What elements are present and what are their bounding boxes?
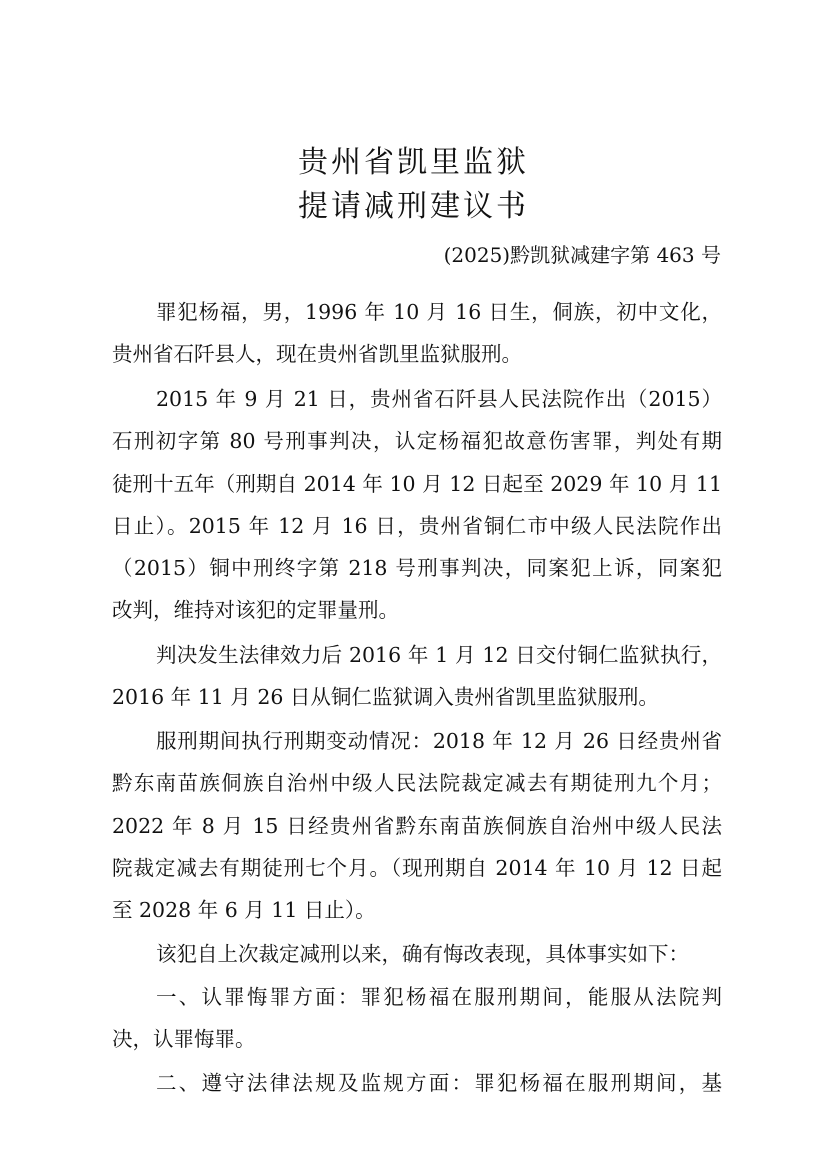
- body-line: 决，认罪悔罪。: [112, 1027, 256, 1051]
- body-line: 黔东南苗族侗族自治州中级人民法院裁定减去有期徒刑九个月；: [112, 771, 722, 795]
- body-line: 二、遵守法律法规及监规方面：罪犯杨福在服刑期间，基: [156, 1071, 722, 1095]
- body-line: 一、认罪悔罪方面：罪犯杨福在服刑期间，能服从法院判: [156, 985, 722, 1009]
- body-line: 徒刑十五年（刑期自 2014 年 10 月 12 日起至 2029 年 10 月 11: [112, 472, 722, 496]
- document-title-org: 贵州省凯里监狱: [298, 145, 529, 180]
- document-title: 提请减刑建议书: [298, 189, 529, 224]
- body-line: 改判，维持对该犯的定罪量刑。: [112, 598, 399, 622]
- body-line: 该犯自上次裁定减刑以来，确有悔改表现，具体事实如下：: [156, 942, 689, 966]
- body-line: 院裁定减去有期徒刑七个月。（现刑期自 2014 年 10 月 12 日起: [112, 856, 722, 880]
- body-line: 石刑初字第 80 号刑事判决，认定杨福犯故意伤害罪，判处有期: [112, 429, 722, 453]
- body-line: 2022 年 8 月 15 日经贵州省黔东南苗族侗族自治州中级人民法: [112, 814, 722, 838]
- body-line: 贵州省石阡县人，现在贵州省凯里监狱服刑。: [112, 342, 522, 366]
- body-line: （2015）铜中刑终字第 218 号刑事判决，同案犯上诉，同案犯: [112, 556, 722, 580]
- body-line: 2015 年 9 月 21 日，贵州省石阡县人民法院作出（2015）: [156, 387, 722, 411]
- body-line: 判决发生法律效力后 2016 年 1 月 12 日交付铜仁监狱执行，: [156, 643, 722, 667]
- body-line: 至 2028 年 6 月 11 日止）。: [112, 898, 376, 922]
- document-number: (2025)黔凯狱减建字第 463 号: [443, 243, 721, 267]
- body-line: 2016 年 11 月 26 日从铜仁监狱调入贵州省凯里监狱服刑。: [112, 685, 659, 709]
- body-line: 服刑期间执行刑期变动情况：2018 年 12 月 26 日经贵州省: [156, 729, 722, 753]
- body-line: 日止）。2015 年 12 月 16 日，贵州省铜仁市中级人民法院作出: [112, 514, 722, 538]
- body-line: 罪犯杨福，男，1996 年 10 月 16 日生，侗族，初中文化，: [156, 300, 722, 324]
